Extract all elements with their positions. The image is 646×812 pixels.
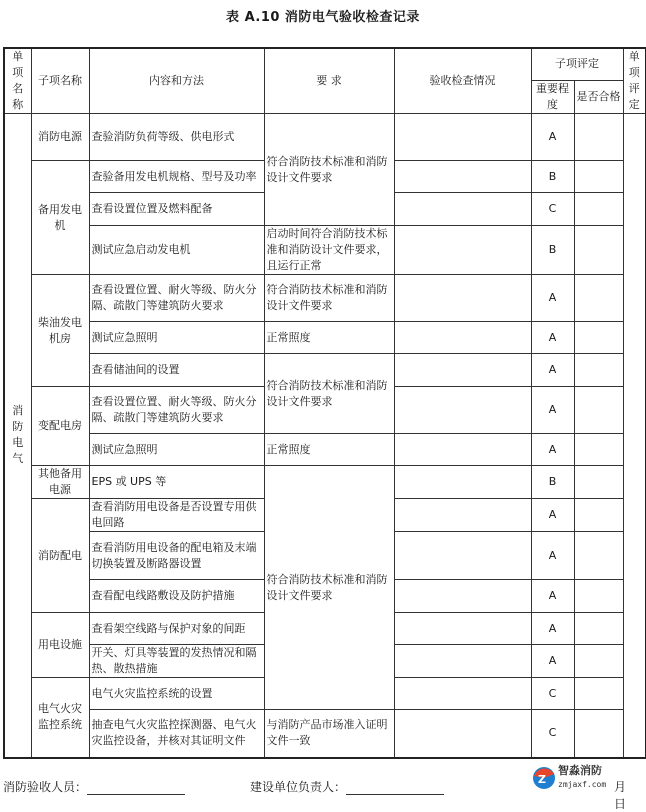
content-cell: 开关、灯具等装置的发热情况和隔热、散热措施 [89,645,264,678]
table-row [4,354,646,387]
qualified-cell[interactable] [574,354,623,387]
importance-cell: A [531,580,574,613]
qualified-cell[interactable] [574,710,623,758]
table-row [4,322,646,354]
result-cell[interactable] [394,532,531,580]
importance-cell: A [531,645,574,678]
sub-name-cell: 电气火灾监控系统 [31,678,89,758]
sub-name-cell: 消防电源 [31,114,89,161]
table-row [4,434,646,466]
qualified-cell[interactable] [574,387,623,434]
qualified-cell[interactable] [574,226,623,275]
owner-field[interactable] [346,782,444,795]
requirement-cell: 符合消防技术标准和消防设计文件要求 [264,114,394,226]
content-cell: 查看设置位置、耐火等级、防火分隔、疏散门等建筑防火要求 [89,387,264,434]
watermark-url: zmjaxf.com [558,780,607,789]
content-cell: 查看架空线路与保护对象的间距 [89,613,264,645]
qualified-cell[interactable] [574,114,623,161]
importance-cell: A [531,387,574,434]
result-cell[interactable] [394,322,531,354]
requirement-cell: 启动时间符合消防技术标准和消防设计文件要求，且运行正常 [264,226,394,275]
qualified-cell[interactable] [574,434,623,466]
sub-name-cell: 变配电房 [31,387,89,466]
qualified-cell[interactable] [574,499,623,532]
result-cell[interactable] [394,645,531,678]
result-cell[interactable] [394,387,531,434]
result-cell[interactable] [394,354,531,387]
sub-name-cell: 备用发电机 [31,161,89,275]
content-cell: 查看消防用电设备的配电箱及末端切换装置及断路器设置 [89,532,264,580]
requirement-cell: 符合消防技术标准和消防设计文件要求 [264,354,394,434]
date-label: 月 日 [614,780,639,811]
importance-cell: B [531,226,574,275]
content-cell: 测试应急启动发电机 [89,226,264,275]
owner-signature [250,778,444,795]
importance-cell: C [531,678,574,710]
result-cell[interactable] [394,193,531,226]
svg-text:Z: Z [538,773,546,786]
header-item-name: 单项名称 [4,48,31,114]
qualified-cell[interactable] [574,645,623,678]
result-cell[interactable] [394,434,531,466]
importance-cell: A [531,114,574,161]
header-sub-name: 子项名称 [31,48,89,114]
watermark-name: 智淼消防 [558,764,602,777]
sub-name-cell: 消防配电 [31,499,89,613]
requirement-cell: 正常照度 [264,434,394,466]
importance-cell: C [531,193,574,226]
item-name-cell: 消防电气 [4,114,31,758]
sub-name-cell: 柴油发电机房 [31,275,89,387]
qualified-cell[interactable] [574,678,623,710]
header-requirement: 要 求 [264,48,394,114]
header-qualified: 是否合格 [574,80,623,113]
content-cell: 查看储油间的设置 [89,354,264,387]
qualified-cell[interactable] [574,466,623,499]
inspector-signature [3,778,185,795]
sub-name-cell: 用电设施 [31,613,89,678]
result-cell[interactable] [394,161,531,193]
result-cell[interactable] [394,710,531,758]
qualified-cell[interactable] [574,275,623,322]
table-row [4,114,646,161]
importance-cell: A [531,354,574,387]
inspection-table [3,47,646,759]
content-cell: 测试应急照明 [89,434,264,466]
requirement-cell: 与消防产品市场准入证明文件一致 [264,710,394,758]
header-result: 验收检查情况 [394,48,531,114]
result-cell[interactable] [394,499,531,532]
table-row [4,466,646,499]
requirement-cell: 符合消防技术标准和消防设计文件要求 [264,466,394,710]
importance-cell: C [531,710,574,758]
result-cell[interactable] [394,580,531,613]
importance-cell: A [531,434,574,466]
table-row [4,275,646,322]
page-title: 表 A.10 消防电气验收检查记录 [226,10,420,25]
header-content: 内容和方法 [89,48,264,114]
result-cell[interactable] [394,466,531,499]
logo-icon [532,766,556,790]
content-cell: 电气火灾监控系统的设置 [89,678,264,710]
result-cell[interactable] [394,678,531,710]
result-cell[interactable] [394,613,531,645]
owner-label: 建设单位负责人： [250,780,347,794]
content-cell: 查看配电线路敷设及防护措施 [89,580,264,613]
content-cell: 抽查电气火灾监控探测器、电气火灾监控设备，并核对其证明文件 [89,710,264,758]
qualified-cell[interactable] [574,322,623,354]
qualified-cell[interactable] [574,161,623,193]
importance-cell: A [531,613,574,645]
result-cell[interactable] [394,226,531,275]
importance-cell: A [531,532,574,580]
importance-cell: A [531,322,574,354]
header-sub-eval: 子项评定 [531,48,623,80]
inspector-label: 消防验收人员： [3,780,88,794]
importance-cell: A [531,499,574,532]
requirement-cell: 符合消防技术标准和消防设计文件要求 [264,275,394,322]
content-cell: 查看消防用电设备是否设置专用供电回路 [89,499,264,532]
sub-name-cell: 其他备用电源 [31,466,89,499]
importance-cell: B [531,466,574,499]
qualified-cell[interactable] [574,532,623,580]
content-cell: 测试应急照明 [89,322,264,354]
table-row [4,226,646,275]
requirement-cell: 正常照度 [264,322,394,354]
header-item-eval: 单项评定 [623,48,646,114]
content-cell: 查看设置位置、耐火等级、防火分隔、疏散门等建筑防火要求 [89,275,264,322]
importance-cell: A [531,275,574,322]
qualified-cell[interactable] [574,193,623,226]
table-row [4,710,646,758]
header-importance: 重要程度 [531,80,574,113]
watermark-logo [532,762,612,796]
content-cell: EPS 或 UPS 等 [89,466,264,499]
content-cell: 查验备用发电机规格、型号及功率 [89,161,264,193]
content-cell: 查验消防负荷等级、供电形式 [89,114,264,161]
item-eval-cell[interactable] [623,114,646,758]
inspector-field[interactable] [87,782,185,795]
result-cell[interactable] [394,275,531,322]
qualified-cell[interactable] [574,613,623,645]
qualified-cell[interactable] [574,580,623,613]
content-cell: 查看设置位置及燃料配备 [89,193,264,226]
result-cell[interactable] [394,114,531,161]
importance-cell: B [531,161,574,193]
